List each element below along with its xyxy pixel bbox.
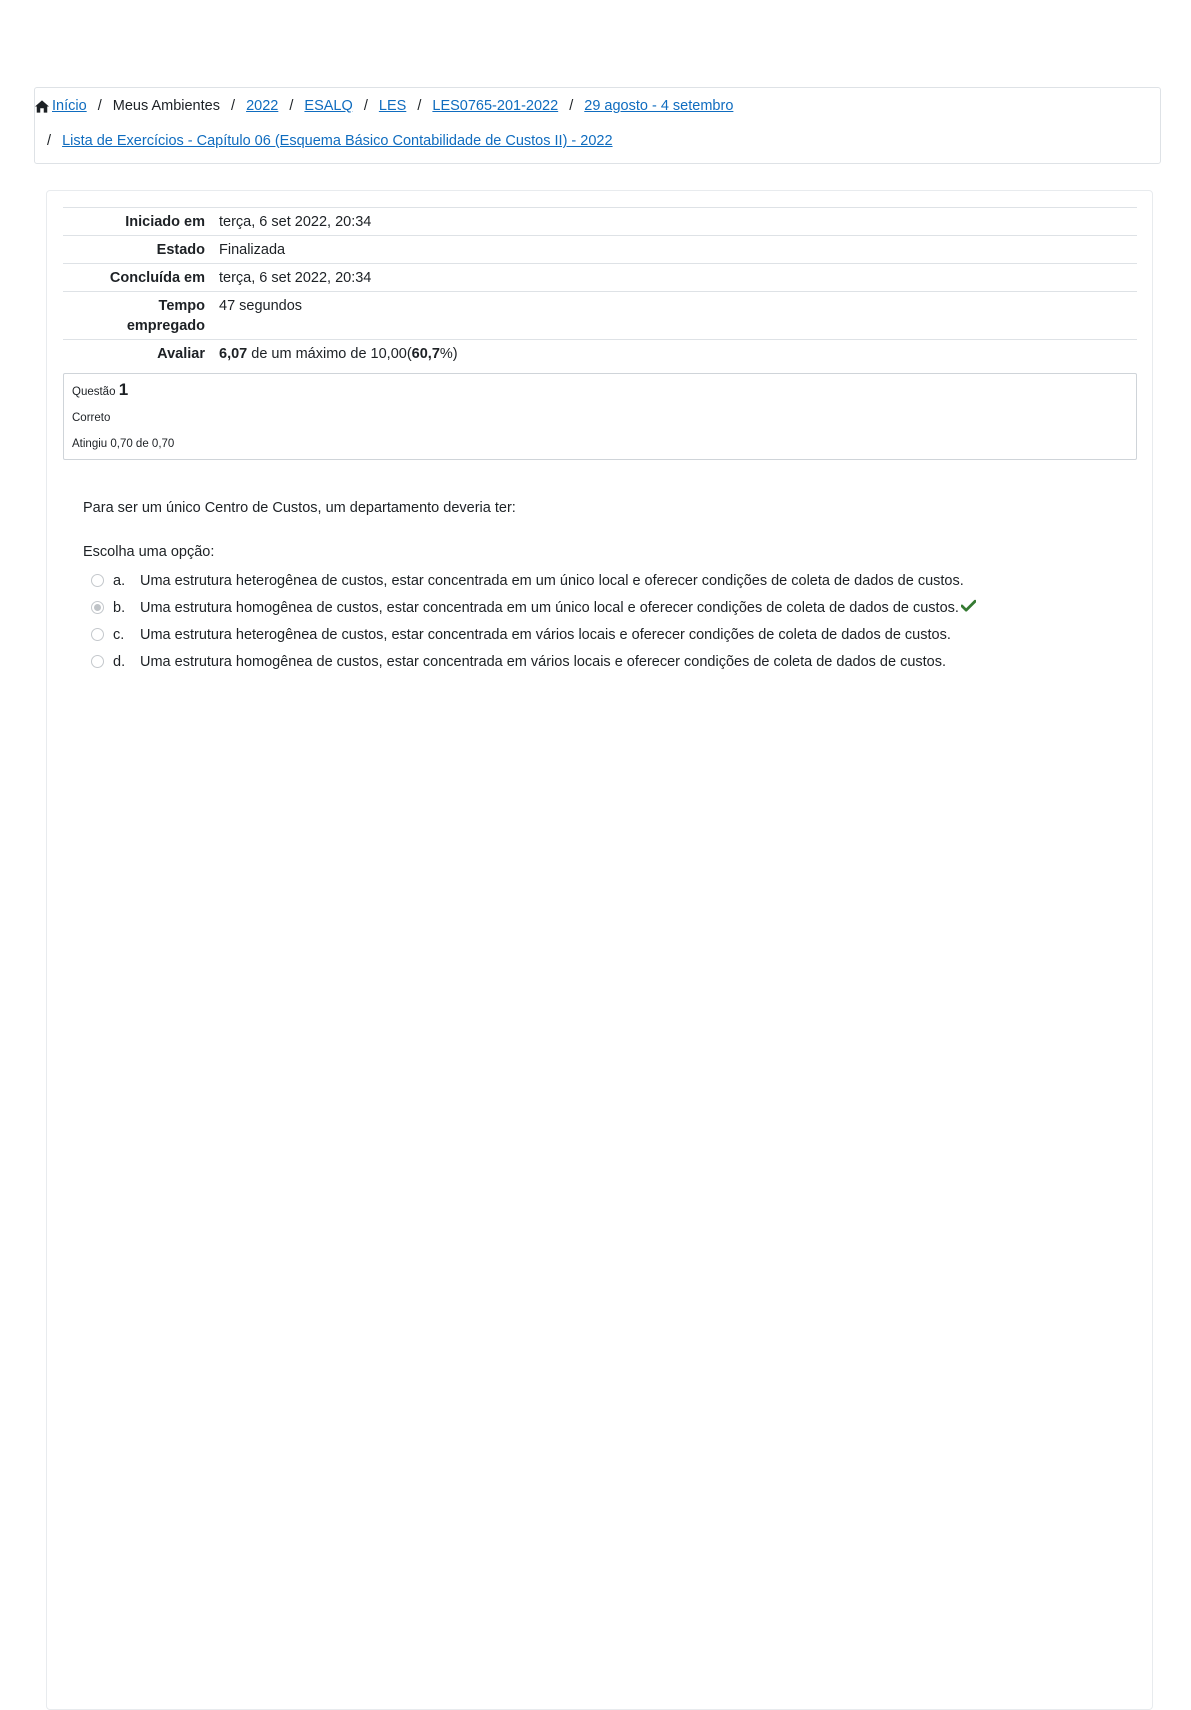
question-text: Para ser um único Centro de Custos, um departamento deveria ter:	[83, 500, 516, 516]
question-mark: Atingiu 0,70 de 0,70	[72, 438, 175, 450]
answer-option-a[interactable]	[91, 572, 976, 599]
time-label-line-1: Tempo	[158, 298, 205, 314]
question-number-value: 1	[118, 380, 129, 399]
summary-row-state	[63, 236, 1137, 264]
radio-c[interactable]	[91, 628, 104, 641]
grade-score: 6,07	[219, 346, 248, 362]
started-value: terça, 6 set 2022, 20:34	[219, 208, 1137, 236]
completed-value: terça, 6 set 2022, 20:34	[219, 264, 1137, 292]
answer-letter: d.	[113, 654, 126, 670]
grade-value	[219, 340, 1137, 368]
answer-letter: c.	[113, 627, 125, 643]
state-value: Finalizada	[219, 236, 1137, 264]
time-label-line-2: empregado	[126, 318, 205, 334]
question-info-box	[63, 373, 1137, 460]
radio-b-selected[interactable]	[91, 601, 104, 614]
breadcrumb-home-link[interactable]: Início	[52, 98, 87, 114]
answer-option-d[interactable]	[91, 653, 976, 680]
answer-text: Uma estrutura homogênea de custos, estar concentrada em um único local e oferecer condições de coleta de dados de custos.	[140, 600, 959, 616]
breadcrumb-separator: /	[97, 98, 102, 114]
time-label	[63, 292, 219, 340]
breadcrumb-separator: /	[569, 98, 574, 114]
answer-options	[91, 572, 976, 680]
breadcrumb-separator: /	[417, 98, 422, 114]
time-value: 47 segundos	[219, 292, 1137, 340]
completed-label: Concluída em	[63, 264, 219, 292]
answer-text: Uma estrutura heterogênea de custos, estar concentrada em vários locais e oferecer condições de coleta de dados de custos.	[140, 627, 951, 643]
summary-row-time	[63, 292, 1137, 340]
answer-text: Uma estrutura heterogênea de custos, estar concentrada em um único local e oferecer condições de coleta de dados de custos.	[140, 573, 964, 589]
breadcrumb	[34, 87, 1161, 164]
breadcrumb-meus-ambientes: Meus Ambientes	[112, 98, 220, 114]
question-status: Correto	[72, 412, 111, 424]
breadcrumb-dept-link[interactable]: LES	[378, 98, 407, 114]
question-number	[72, 382, 1128, 400]
breadcrumb-line-2	[47, 133, 613, 149]
home-icon	[35, 100, 49, 113]
grade-percent: 60,7	[411, 346, 440, 362]
grade-max-text: de um máximo de 10,00(	[247, 346, 412, 362]
answer-letter: b.	[113, 600, 126, 616]
breadcrumb-course-link[interactable]: LES0765-201-2022	[432, 98, 559, 114]
answer-prompt: Escolha uma opção:	[83, 544, 215, 560]
breadcrumb-week-link[interactable]: 29 agosto - 4 setembro	[584, 98, 734, 114]
summary-row-grade	[63, 340, 1137, 368]
breadcrumb-separator: /	[231, 98, 236, 114]
attempt-summary-table	[63, 207, 1137, 367]
question-label: Questão	[72, 386, 116, 398]
state-label: Estado	[63, 236, 219, 264]
radio-a[interactable]	[91, 574, 104, 587]
breadcrumb-separator: /	[47, 133, 52, 149]
answer-letter: a.	[113, 573, 126, 589]
radio-d[interactable]	[91, 655, 104, 668]
breadcrumb-year-link[interactable]: 2022	[246, 98, 279, 114]
answer-option-c[interactable]	[91, 626, 976, 653]
summary-row-started	[63, 208, 1137, 236]
breadcrumb-school-link[interactable]: ESALQ	[304, 98, 353, 114]
breadcrumb-line-1	[35, 98, 733, 114]
answer-option-b[interactable]	[91, 599, 976, 626]
summary-row-completed	[63, 264, 1137, 292]
grade-percent-close: %)	[439, 346, 458, 362]
grade-label: Avaliar	[63, 340, 219, 368]
check-icon	[961, 599, 976, 612]
started-label: Iniciado em	[63, 208, 219, 236]
breadcrumb-separator: /	[289, 98, 294, 114]
breadcrumb-separator: /	[363, 98, 368, 114]
answer-text: Uma estrutura homogênea de custos, estar concentrada em vários locais e oferecer condições de coleta de dados de custos.	[140, 654, 947, 670]
breadcrumb-activity-link[interactable]: Lista de Exercícios - Capítulo 06 (Esquema Básico Contabilidade de Custos II) - 2022	[62, 133, 613, 149]
